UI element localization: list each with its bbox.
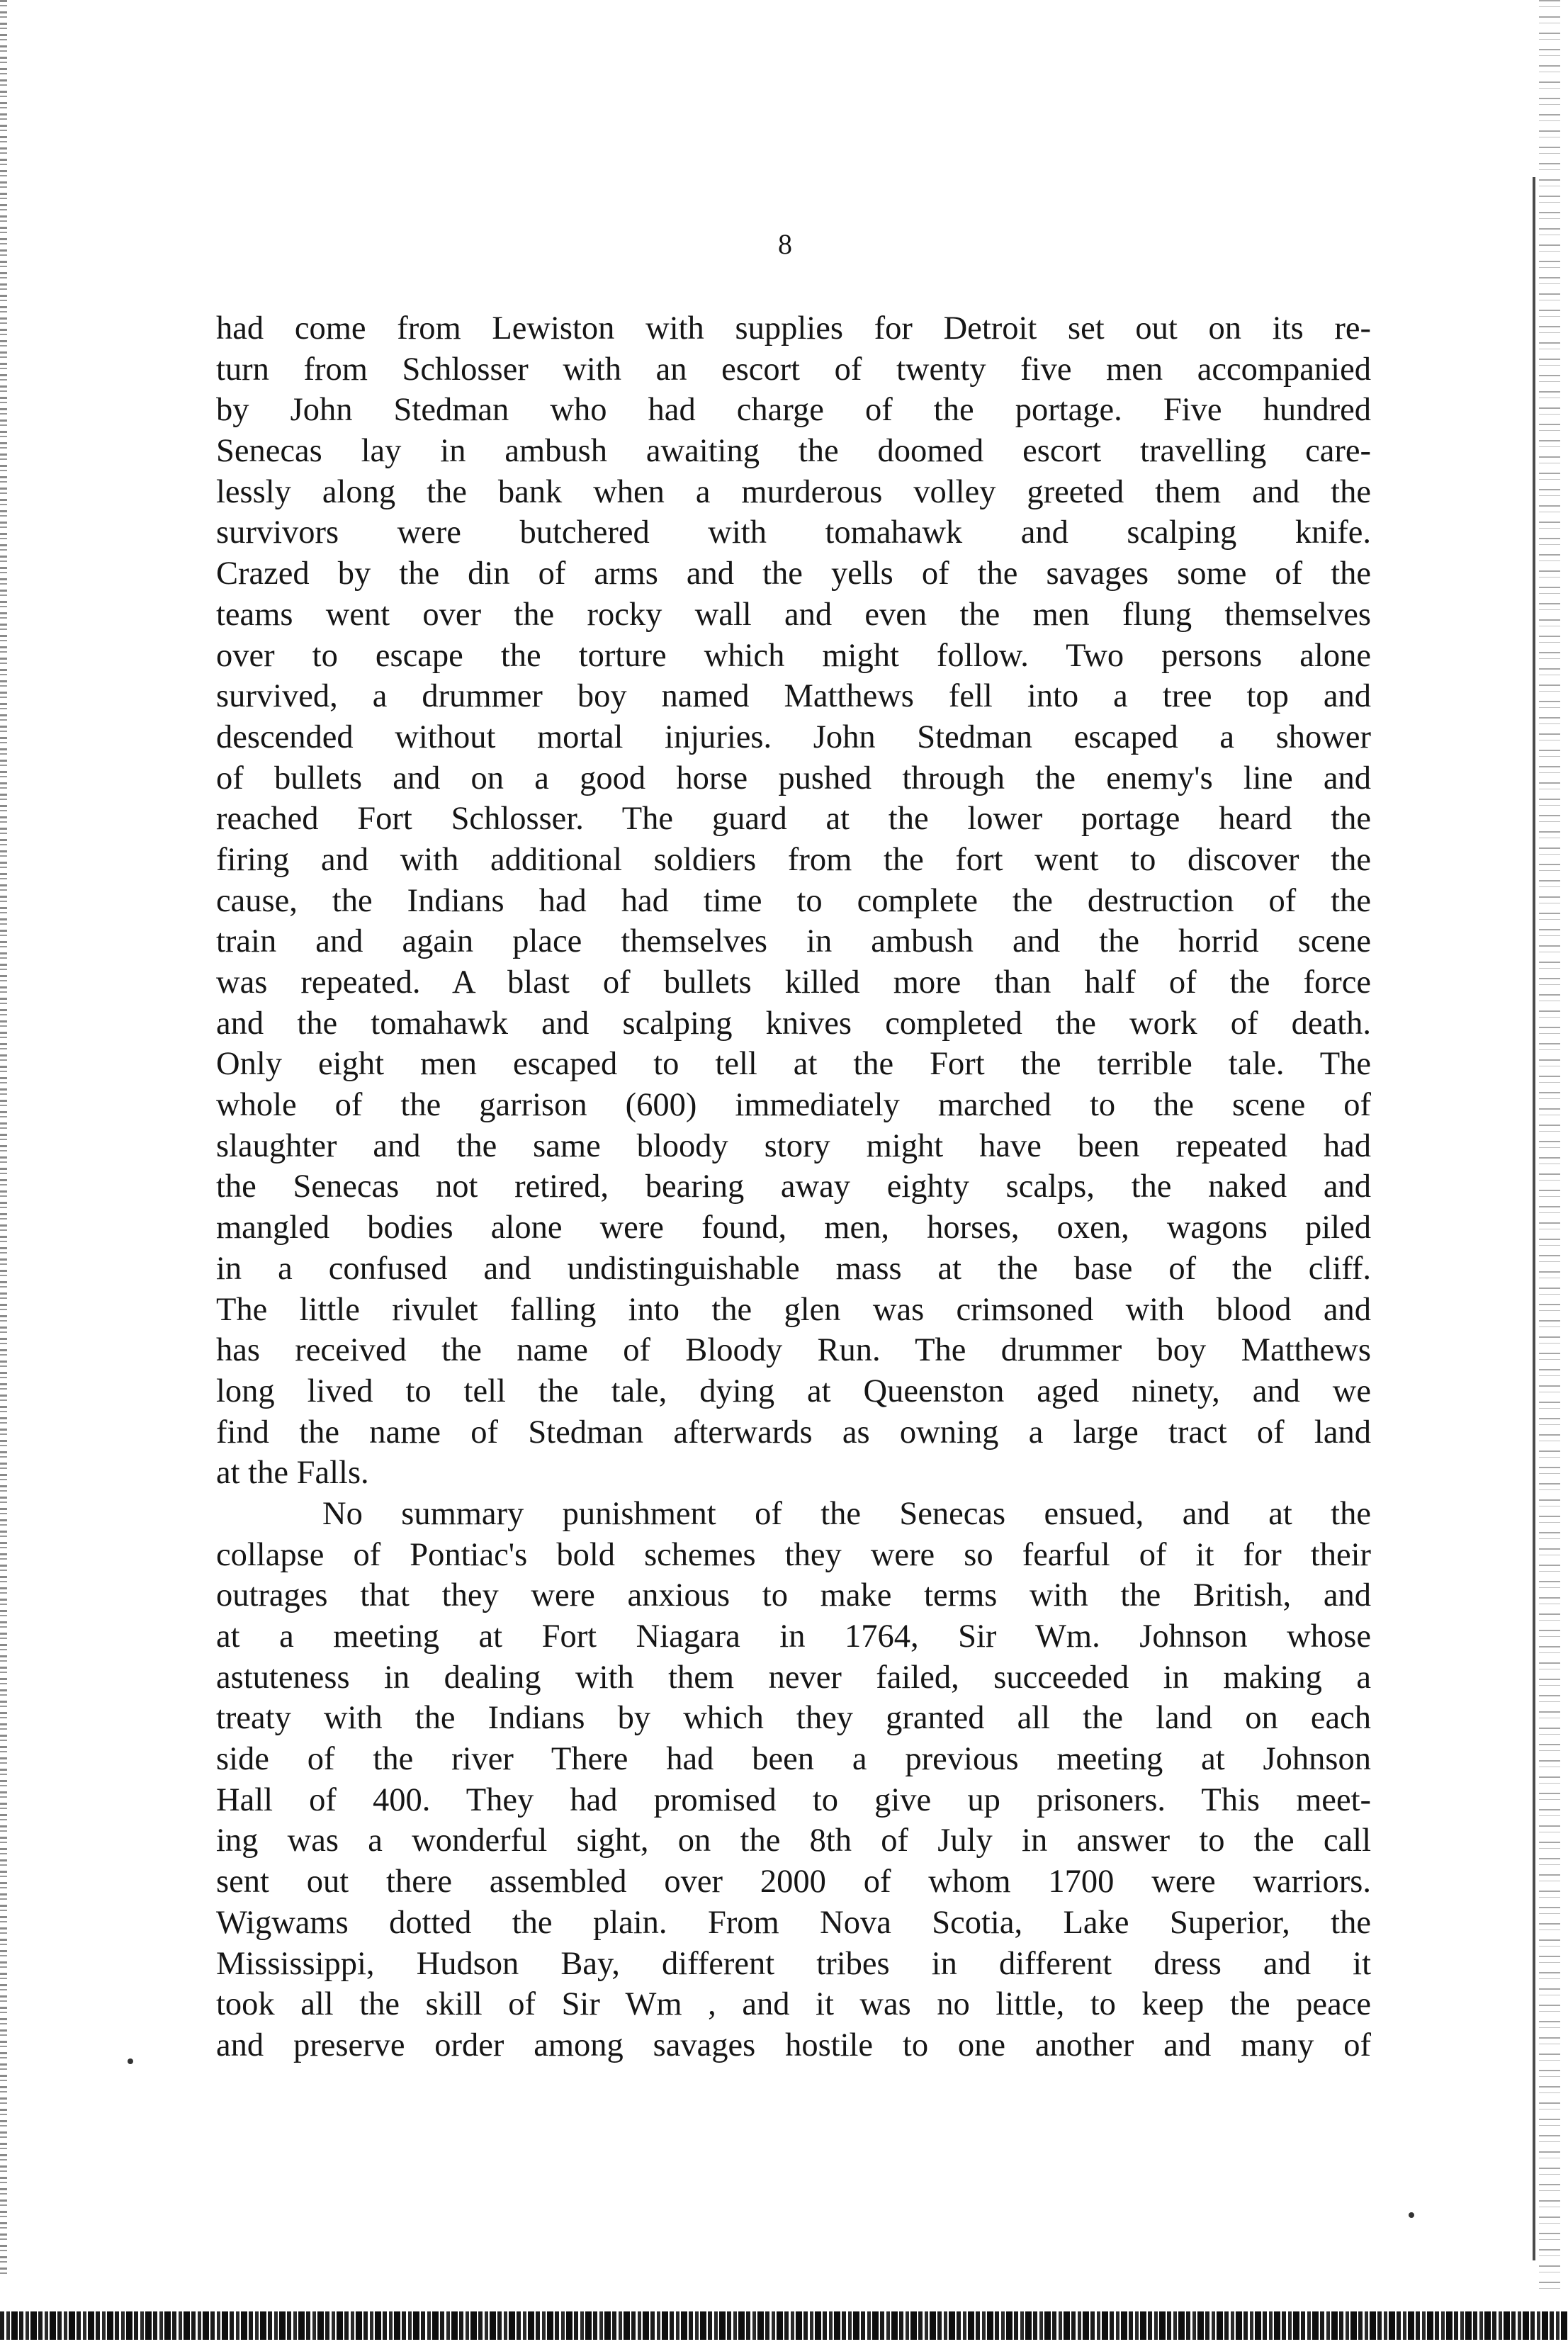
text-line: mangled bodies alone were found, men, horses, oxen, wagons piled bbox=[216, 1210, 1371, 1246]
text-line: sent out there assembled over 2000 of whom 1700 were warriors. bbox=[216, 1864, 1371, 1900]
text-line: Hall of 400. They had promised to give up prisoners. This meet- bbox=[216, 1781, 1371, 1818]
text-line: has received the name of Bloody Run. The drummer boy Matthews bbox=[216, 1332, 1371, 1369]
text-line: at the Falls. bbox=[216, 1455, 369, 1492]
text-line: slaughter and the same bloody story might have been repeated had bbox=[216, 1127, 1371, 1164]
text-line: descended without mortal injuries. John Stedman escaped a shower bbox=[216, 719, 1371, 755]
text-line: ing was a wonderful sight, on the 8th of July in answer to the call bbox=[216, 1823, 1371, 1859]
text-line: train and again place themselves in ambush and the horrid scene bbox=[216, 923, 1371, 960]
text-line: treaty with the Indians by which they granted all the land on each bbox=[216, 1700, 1371, 1737]
text-line: side of the river There had been a previous meeting at Johnson bbox=[216, 1741, 1371, 1778]
text-line: had come from Lewiston with supplies for Detroit set out on its re- bbox=[216, 310, 1371, 347]
text-line: at a meeting at Fort Niagara in 1764, Sir Wm. Johnson whose bbox=[216, 1618, 1371, 1655]
text-line: in a confused and undistinguishable mass at the base of the cliff. bbox=[216, 1250, 1371, 1287]
text-line: cause, the Indians had had time to complete the destruction of the bbox=[216, 882, 1371, 919]
text-line: outrages that they were anxious to make terms with the British, and bbox=[216, 1577, 1371, 1614]
text-line: reached Fort Schlosser. The guard at the lower portage heard the bbox=[216, 801, 1371, 838]
text-line: long lived to tell the tale, dying at Queenston aged ninety, and we bbox=[216, 1373, 1371, 1409]
stray-ink-mark bbox=[128, 2058, 133, 2064]
text-line: lessly along the bank when a murderous volley greeted them and the bbox=[216, 473, 1371, 510]
stray-ink-mark bbox=[1409, 2212, 1414, 2218]
scan-edge-left bbox=[0, 0, 7, 2275]
text-line: Wigwams dotted the plain. From Nova Scotia, Lake Superior, the bbox=[216, 1904, 1371, 1941]
text-line: of bullets and on a good horse pushed through the enemy's line and bbox=[216, 760, 1371, 796]
scan-edge-right-marks bbox=[1539, 0, 1560, 2296]
text-line: whole of the garrison (600) immediately marched to the scene of bbox=[216, 1087, 1371, 1124]
text-line: astuteness in dealing with them never failed, succeeded in making a bbox=[216, 1659, 1371, 1696]
text-line: Only eight men escaped to tell at the Fort the terrible tale. The bbox=[216, 1046, 1371, 1083]
text-line: survivors were butchered with tomahawk and scalping knife. bbox=[216, 514, 1371, 551]
text-line: firing and with additional soldiers from the fort went to discover the bbox=[216, 841, 1371, 878]
text-line: Mississippi, Hudson Bay, different tribes in different dress and it bbox=[216, 1945, 1371, 1982]
text-line: The little rivulet falling into the glen was crimsoned with blood and bbox=[216, 1291, 1371, 1328]
text-line: and preserve order among savages hostile to one another and many of bbox=[216, 2027, 1371, 2063]
text-line: No summary punishment of the Senecas ensued, and at the bbox=[322, 1495, 1371, 1532]
text-line: survived, a drummer boy named Matthews fell into a tree top and bbox=[216, 678, 1371, 715]
scan-edge-bottom bbox=[0, 2311, 1568, 2340]
text-line: by John Stedman who had charge of the portage. Five hundred bbox=[216, 392, 1371, 429]
text-line: Senecas lay in ambush awaiting the doomed escort travelling care- bbox=[216, 433, 1371, 470]
scan-edge-right-line bbox=[1533, 177, 1535, 2260]
text-line: collapse of Pontiac's bold schemes they were so fearful of it for their bbox=[216, 1536, 1371, 1573]
text-line: find the name of Stedman afterwards as owning a large tract of land bbox=[216, 1414, 1371, 1450]
text-line: Crazed by the din of arms and the yells of the savages some of the bbox=[216, 556, 1371, 592]
page-number: 8 bbox=[778, 228, 792, 260]
body-text bbox=[216, 308, 1371, 2066]
text-line: and the tomahawk and scalping knives completed the work of death. bbox=[216, 1005, 1371, 1042]
text-line: the Senecas not retired, bearing away eighty scalps, the naked and bbox=[216, 1168, 1371, 1205]
text-line: teams went over the rocky wall and even the men flung themselves bbox=[216, 596, 1371, 633]
text-line: was repeated. A blast of bullets killed more than half of the force bbox=[216, 964, 1371, 1001]
text-line: took all the skill of Sir Wm , and it was no little, to keep the peace bbox=[216, 1986, 1371, 2023]
text-line: over to escape the torture which might follow. Two persons alone bbox=[216, 637, 1371, 674]
text-line: turn from Schlosser with an escort of twenty five men accompanied bbox=[216, 351, 1371, 388]
